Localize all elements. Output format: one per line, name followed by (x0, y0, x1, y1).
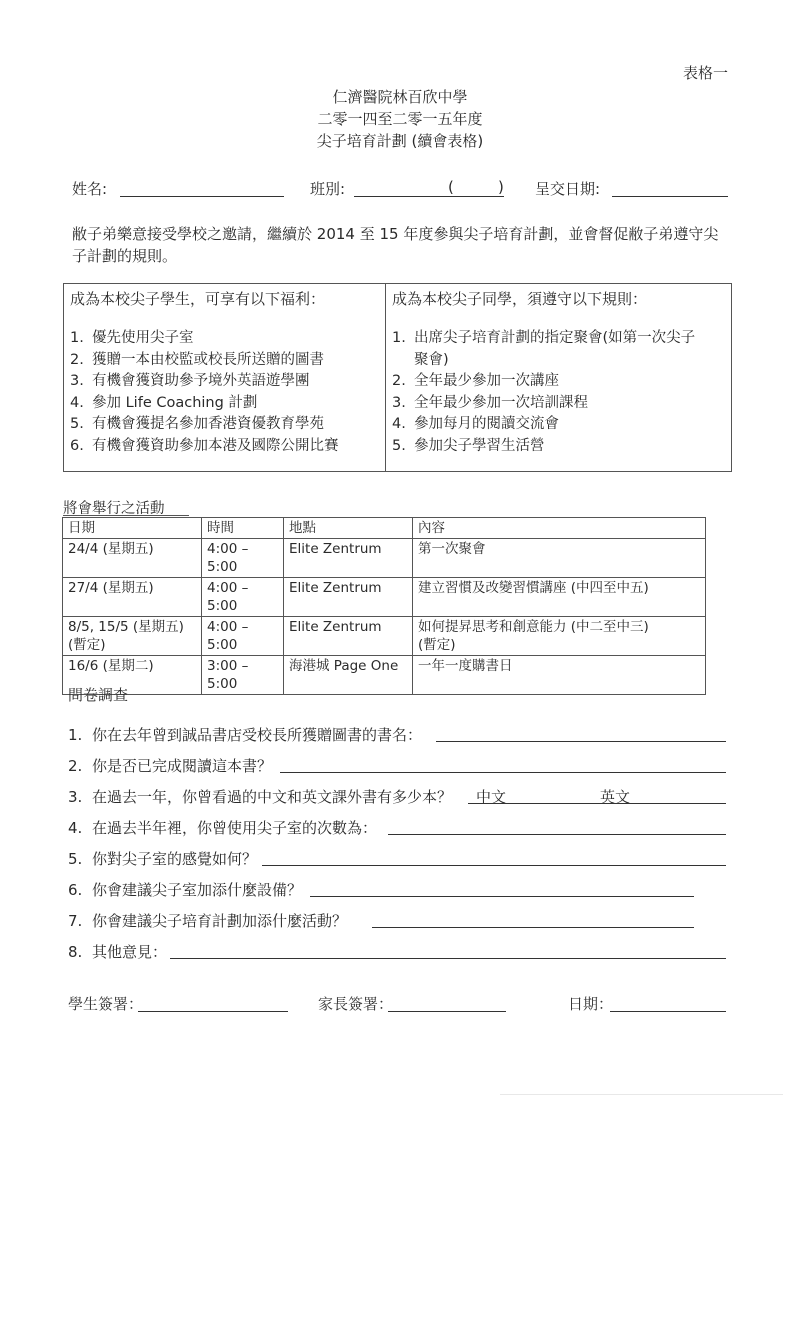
survey-question-3: 3. 在過去一年，你曾看過的中文和英文課外書有多少本？ (68, 788, 453, 806)
cell-date: 24/4 (星期五) (63, 539, 202, 578)
submit-date-label: 呈交日期: (535, 180, 601, 198)
survey-title: 問卷調查 (68, 686, 129, 704)
cell-time: 4:00 – 5:00 (202, 617, 284, 656)
activities-title-underline (63, 515, 189, 516)
answer-7-field[interactable] (372, 927, 694, 928)
benefits-list (70, 328, 339, 457)
cell-venue: Elite Zentrum (284, 578, 413, 617)
survey-question-5: 5. 你對尖子室的感覺如何？ (68, 850, 258, 868)
cell-venue: 海港城 Page One (284, 656, 413, 695)
answer-1-field[interactable] (436, 741, 726, 742)
list-item: 1. 優先使用尖子室 (70, 330, 194, 346)
column-header-venue: 地點 (284, 518, 413, 539)
name-label: 姓名: (72, 180, 108, 198)
column-header-date: 日期 (63, 518, 202, 539)
list-item: 6. 有機會獲資助參加本港及國際公開比賽 (70, 437, 339, 454)
class-field[interactable] (354, 196, 504, 197)
activities-table (62, 517, 706, 695)
cell-time: 4:00 – 5:00 (202, 578, 284, 617)
class-label: 班別: (310, 180, 346, 198)
rules-list (392, 328, 695, 457)
column-header-content: 內容 (413, 518, 706, 539)
list-item: 3. 全年最少參加一次培訓課程 (392, 394, 588, 411)
answer-4-field[interactable] (388, 834, 726, 835)
cell-content: 建立習慣及改變習慣講座 (中四至中五) (413, 578, 706, 617)
class-number-open-paren: ( (448, 178, 454, 196)
cell-date: 16/6 (星期二) (63, 656, 202, 695)
submit-date-field[interactable] (612, 196, 728, 197)
survey-question-1: 1. 你在去年曾到誠品書店受校長所獲贈圖書的書名： (68, 726, 423, 744)
form-code: 表格一 (682, 64, 728, 82)
chinese-books-label: 中文 (476, 788, 507, 806)
answer-2-field[interactable] (280, 772, 726, 773)
parent-signature-field[interactable] (388, 1011, 506, 1012)
list-item-continuation: 聚會) (414, 351, 449, 368)
list-item: 3. 有機會獲資助參予境外英語遊學團 (70, 373, 310, 389)
cell-content: 如何提昇思考和創意能力 (中二至中三) (暫定) (413, 617, 706, 656)
rules-title: 成為本校尖子同學，須遵守以下規則： (392, 290, 648, 308)
list-item: 1. 出席尖子培育計劃的指定聚會(如第一次尖子 (392, 330, 696, 346)
school-name: 仁濟醫院林百欣中學 (332, 88, 468, 106)
scan-artifact-line (500, 1094, 783, 1095)
table-row (63, 617, 706, 656)
form-title: 尖子培育計劃 (續會表格) (316, 132, 484, 150)
signature-date-field[interactable] (610, 1011, 726, 1012)
list-item: 5. 有機會獲提名參加香港資優教育學苑 (70, 416, 324, 432)
student-signature-field[interactable] (138, 1011, 288, 1012)
answer-8-field[interactable] (170, 958, 726, 959)
cell-venue: Elite Zentrum (284, 539, 413, 578)
school-year: 二零一四至二零一五年度 (317, 110, 483, 128)
table-row (63, 539, 706, 578)
survey-question-8: 8. 其他意見： (68, 943, 168, 961)
cell-time: 4:00 – 5:00 (202, 539, 284, 578)
benefits-title: 成為本校尖子學生，可享有以下福利： (70, 290, 326, 308)
list-item: 4. 參加 Life Coaching 計劃 (70, 394, 258, 411)
student-signature-label: 學生簽署： (68, 995, 144, 1013)
table-row (63, 656, 706, 695)
list-item: 2. 獲贈一本由校監或校長所送贈的圖書 (70, 351, 324, 368)
survey-question-7: 7. 你會建議尖子培育計劃加添什麼活動？ (68, 912, 348, 930)
list-item: 2. 全年最少參加一次講座 (392, 373, 559, 389)
class-number-close-paren: ) (498, 178, 504, 196)
answer-5-field[interactable] (262, 865, 726, 866)
name-field[interactable] (120, 196, 284, 197)
benefits-box (63, 283, 385, 472)
cell-content: 第一次聚會 (413, 539, 706, 578)
table-header-row (63, 518, 706, 539)
intro-paragraph: 敝子弟樂意接受學校之邀請，繼續於 2014 至 15 年度參與尖子培育計劃，並會督促敝子弟遵守尖子計劃的規則。 (72, 225, 719, 265)
list-item: 5. 參加尖子學習生活營 (392, 437, 545, 454)
signature-date-label: 日期： (568, 995, 614, 1013)
answer-6-field[interactable] (310, 896, 694, 897)
cell-date: 27/4 (星期五) (63, 578, 202, 617)
rules-box (385, 283, 732, 472)
answer-3-field[interactable] (468, 803, 726, 804)
cell-time: 3:00 – 5:00 (202, 656, 284, 695)
cell-content: 一年一度購書日 (413, 656, 706, 695)
form-header (0, 86, 800, 152)
column-header-time: 時間 (202, 518, 284, 539)
cell-date: 8/5, 15/5 (星期五) (暫定) (63, 617, 202, 656)
parent-signature-label: 家長簽署： (318, 995, 394, 1013)
cell-venue: Elite Zentrum (284, 617, 413, 656)
english-books-label: 英文 (600, 788, 631, 806)
survey-question-2: 2. 你是否已完成閱讀這本書？ (68, 757, 273, 775)
list-item: 4. 參加每月的閱讀交流會 (392, 416, 559, 432)
activities-title: 將會舉行之活動 (63, 501, 165, 517)
table-row (63, 578, 706, 617)
survey-question-4: 4. 在過去半年裡，你曾使用尖子室的次數為： (68, 819, 378, 837)
survey-question-6: 6. 你會建議尖子室加添什麼設備？ (68, 881, 303, 899)
